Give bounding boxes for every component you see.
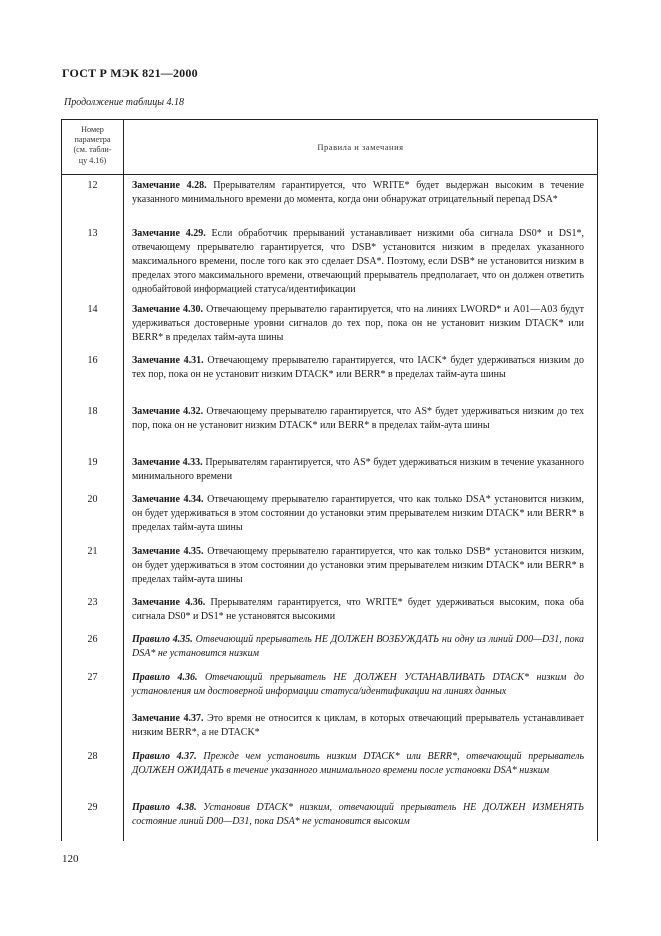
rule-text [132, 227, 584, 297]
rule-label: Замечание 4.30. [132, 304, 204, 315]
rule-body: Отвечающему прерывателю гарантируется, что как только DSB* установится низким, он будет удерживаться в этом состоянии до установки этим прерывателем низким DTACK* или BERR* в пределах тайм-аута шины [132, 546, 584, 585]
header-line: цу 4.16) [78, 155, 107, 165]
rule-label: Замечание 4.28. [132, 180, 207, 191]
rule-label: Правило 4.37. [132, 751, 197, 762]
rule-text [132, 750, 584, 778]
parameter-number: 14 [87, 304, 98, 315]
parameter-number: 19 [87, 457, 98, 468]
column-divider [123, 120, 124, 841]
header-divider [62, 174, 597, 175]
rule-body: Это время не относится к циклам, в которых отвечающий прерыватель устанавливает низким BERR*, а не DTACK* [132, 713, 584, 738]
rule-body: Установив DTACK* низким, отвечающий прерыватель НЕ ДОЛЖЕН ИЗМЕНЯТЬ состояние линий D00—D31, пока DSA* не установится высоким [132, 802, 584, 827]
rule-text [132, 179, 584, 207]
rule-text [132, 354, 584, 382]
rule-label: Правило 4.38. [132, 802, 197, 813]
rule-body: Отвечающему прерывателю гарантируется, что как только DSA* установится низким, он будет удерживаться в этом состоянии до установки этим прерывателем низким DTACK* или BERR* в пределах тайм-аута шины [132, 494, 584, 533]
rule-body: Отвечающему прерывателю гарантируется, что на линиях LWORD* и A01—A03 будут удерживаться достоверные уровни сигналов до тех пор, пока он не установит низким DTACK* или BERR* в пределах тайм-аута шины [132, 304, 584, 343]
rule-body: Если обработчик прерываний устанавливает низкими оба сигнала DS0* и DS1*, отвечающему прерывателю гарантируется, что DSB* установится низким в пределах указанного максимального времени, после того как это сделает DSA*. Поэтому, если DSB* не установится низким в пределах этого максимального времени, отвечающий прерыватель предполагает, что он должен ответить однобайтовой информацией статуса/идентификации [132, 228, 584, 295]
page-number: 120 [62, 853, 79, 865]
rules-table [61, 119, 598, 841]
rule-label: Замечание 4.36. [132, 597, 206, 608]
rule-text [132, 456, 584, 484]
rule-label: Замечание 4.37. [132, 713, 204, 724]
rules-header: Правила и замечания [317, 142, 404, 152]
header-line: (см. табли- [73, 145, 112, 155]
rule-body: Прерывателям гарантируется, что WRITE* будет выдержан высоким в течение указанного минимального времени до момента, когда они обнаружат отрицательный перепад DSA* [132, 180, 584, 205]
table-caption: Продолжение таблицы 4.18 [64, 97, 185, 108]
rule-text [132, 493, 584, 535]
parameter-number: 18 [87, 406, 98, 417]
document-header: ГОСТ Р МЭК 821—2000 [62, 66, 198, 80]
rule-text [132, 303, 584, 345]
rule-label: Замечание 4.34. [132, 494, 204, 505]
rule-body: Отвечающему прерывателю гарантируется, что AS* будет удерживаться низким до тех пор, пока он не установит низким DTACK* или BERR* в пределах тайм-аута шины [132, 406, 584, 431]
rule-text [132, 633, 584, 661]
rule-body: Отвечающему прерывателю гарантируется, что IACK* будет удерживаться низким до тех пор, пока он не установит низким DTACK* или BERR* в пределах тайм-аута шины [132, 355, 584, 380]
parameter-number: 26 [87, 634, 98, 645]
header-line: Номер [81, 125, 104, 134]
rule-label: Замечание 4.33. [132, 457, 203, 468]
rule-text [132, 405, 584, 433]
rule-label: Правило 4.36. [132, 672, 198, 683]
parameter-number: 23 [87, 597, 98, 608]
parameter-number: 12 [87, 180, 98, 191]
rule-text [132, 671, 584, 699]
rule-label: Замечание 4.29. [132, 228, 206, 239]
header-line: параметра [74, 135, 111, 145]
parameter-number: 16 [87, 355, 98, 366]
rule-text [132, 596, 584, 624]
rule-body: Отвечающий прерыватель НЕ ДОЛЖЕН УСТАНАВЛИВАТЬ DTACK* низким до установления им достоверной информации статуса/идентификации на линиях данных [132, 672, 584, 697]
rule-label: Замечание 4.35. [132, 546, 204, 557]
rule-label: Правило 4.35. [132, 634, 193, 645]
rule-text [132, 545, 584, 587]
parameter-number: 20 [87, 494, 98, 505]
parameter-number: 21 [87, 546, 98, 557]
rule-label: Замечание 4.32. [132, 406, 204, 417]
rule-body: Отвечающий прерыватель НЕ ДОЛЖЕН ВОЗБУЖДАТЬ ни одну из линий D00—D31, пока DSA* не установится низким [132, 634, 584, 659]
parameter-number-header [62, 125, 123, 166]
parameter-number: 28 [87, 751, 98, 762]
rule-body: Прерывателям гарантируется, что AS* будет удерживаться низким в течение указанного минимального времени [132, 457, 584, 482]
rule-text [132, 801, 584, 829]
rule-body: Прежде чем установить низким DTACK* или BERR*, отвечающий прерыватель ДОЛЖЕН ОЖИДАТЬ в течение указанного минимального времени после установки DSA* низким [132, 751, 585, 776]
rule-body: Прерывателям гарантируется, что WRITE* будет удерживаться высоким, пока оба сигнала DS0* и DS1* не установятся высокими [132, 597, 584, 622]
parameter-number: 29 [87, 802, 98, 813]
rule-text [132, 712, 584, 740]
parameter-number: 27 [87, 672, 98, 683]
rule-label: Замечание 4.31. [132, 355, 204, 366]
parameter-number: 13 [87, 228, 98, 239]
